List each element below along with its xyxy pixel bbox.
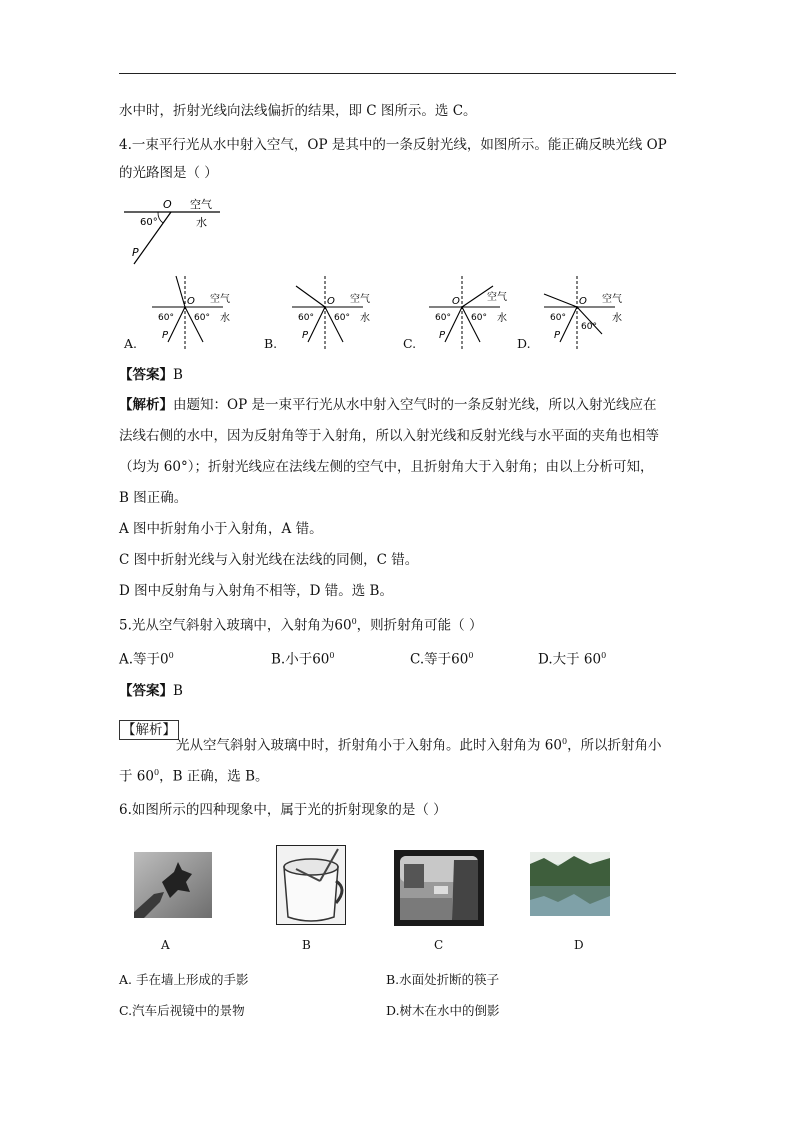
q6-option-c: C.汽车后视镜中的景物 (119, 1003, 245, 1018)
a-label-o: O (187, 296, 195, 307)
d-label-air: 空气 (602, 294, 622, 305)
a-label-angle-right: 60° (194, 313, 210, 323)
c-label-angle-right: 60° (471, 313, 487, 323)
q4-analysis-line4: B 图正确。 (119, 490, 188, 506)
q5-analysis-line1: 光从空气斜射入玻璃中时，折射角小于入射角。此时入射角为 $60^0$，所以折射角小 (176, 737, 662, 754)
q4-option-c-figure (425, 272, 520, 352)
q5-answer: 【答案】B (119, 683, 183, 699)
photo-label-d: D (574, 938, 584, 952)
photo-tree-reflection (530, 852, 610, 916)
b-label-o: O (327, 296, 335, 307)
q4-c-wrong: C 图中折射光线与入射光线在法线的同侧，C 错。 (119, 552, 419, 568)
q4-label-o: O (163, 198, 172, 211)
a-label-water: 水 (220, 313, 230, 324)
q4-analysis-line2: 法线右侧的水中，因为反射角等于入射角，所以入射光线和反射光线与水平面的夹角也相等 (119, 428, 659, 444)
q4-analysis-line1: 【解析】由题知：OP 是一束平行光从水中射入空气时的一条反射光线，所以入射光线应在 (119, 397, 657, 413)
b-label-angle-left: 60° (298, 313, 314, 323)
q4-d-wrong: D 图中反射角与入射角不相等，D 错。选 B。 (119, 583, 393, 599)
c-label-air: 空气 (487, 292, 507, 303)
d-label-angle-right: 60° (581, 322, 597, 332)
d-label-p: P (554, 330, 561, 341)
q4-label-angle: 60° (140, 217, 158, 228)
q4-a-wrong: A 图中折射角小于入射角，A 错。 (119, 521, 323, 537)
c-label-o: O (452, 296, 460, 307)
photo-label-a: A (161, 938, 170, 952)
q5-stem: 5.光从空气斜射入玻璃中，入射角为$60^0$，则折射角可能（ ） (119, 617, 483, 634)
option-c-letter: C. (403, 336, 417, 351)
q4-option-b-figure (288, 272, 383, 352)
q5-analysis-tag: 【解析】 (119, 720, 179, 740)
q6-option-b: B.水面处折断的筷子 (386, 972, 500, 987)
a-label-p: P (162, 330, 169, 341)
d-label-o: O (579, 296, 587, 307)
q6-option-a: A. 手在墙上形成的手影 (119, 972, 249, 987)
photo-label-b: B (302, 938, 311, 952)
photo-cup-chopstick (276, 845, 346, 925)
b-label-angle-right: 60° (334, 313, 350, 323)
b-label-air: 空气 (350, 294, 370, 305)
q5-option-d: D.大于 $60^0$ (538, 651, 607, 668)
d-label-water: 水 (612, 313, 622, 324)
option-a-letter: A. (124, 336, 138, 351)
d-label-angle-left: 60° (550, 313, 566, 323)
option-d-letter: D. (517, 336, 531, 351)
b-label-water: 水 (360, 313, 370, 324)
q4-stem-line2: 的光路图是（ ） (119, 165, 218, 181)
q6-option-d: D.树木在水中的倒影 (386, 1003, 500, 1018)
q4-answer: 【答案】B (119, 367, 183, 383)
header-rule (119, 73, 676, 74)
c-label-water: 水 (497, 313, 507, 324)
photo-label-c: C (434, 938, 444, 952)
a-label-angle-left: 60° (158, 313, 174, 323)
q4-option-a-figure (148, 272, 243, 352)
q4-analysis-line3: （均为 60°）；折射光线应在法线左侧的空气中，且折射角大于入射角；由以上分析可知， (119, 459, 654, 475)
photo-rear-mirror (394, 850, 484, 926)
q4-stem-line1: 4.一束平行光从水中射入空气，OP 是其中的一条反射光线，如图所示。能正确反映光线 OP (119, 137, 667, 153)
q5-option-b: B.小于$60^0$ (271, 651, 335, 668)
continued-text: 水中时，折射光线向法线偏折的结果，即 C 图所示。选 C。 (119, 103, 477, 119)
c-label-p: P (439, 330, 446, 341)
photo-hand-shadow (134, 852, 212, 918)
q5-analysis-line2: 于 $60^0$，B 正确，选 B。 (119, 768, 269, 785)
q6-stem: 6.如图所示的四种现象中，属于光的折射现象的是（ ） (119, 802, 447, 818)
a-label-air: 空气 (210, 294, 230, 305)
q5-option-c: C.等于$60^0$ (410, 651, 474, 668)
q4-label-p: P (132, 246, 139, 259)
option-b-letter: B. (264, 336, 278, 351)
b-label-p: P (302, 330, 309, 341)
q4-option-d-figure (540, 272, 635, 352)
c-label-angle-left: 60° (435, 313, 451, 323)
q4-label-water: 水 (196, 216, 207, 229)
q4-main-figure (120, 193, 230, 268)
q4-label-air: 空气 (190, 198, 212, 211)
q5-option-a: A.等于$0^0$ (119, 651, 174, 668)
